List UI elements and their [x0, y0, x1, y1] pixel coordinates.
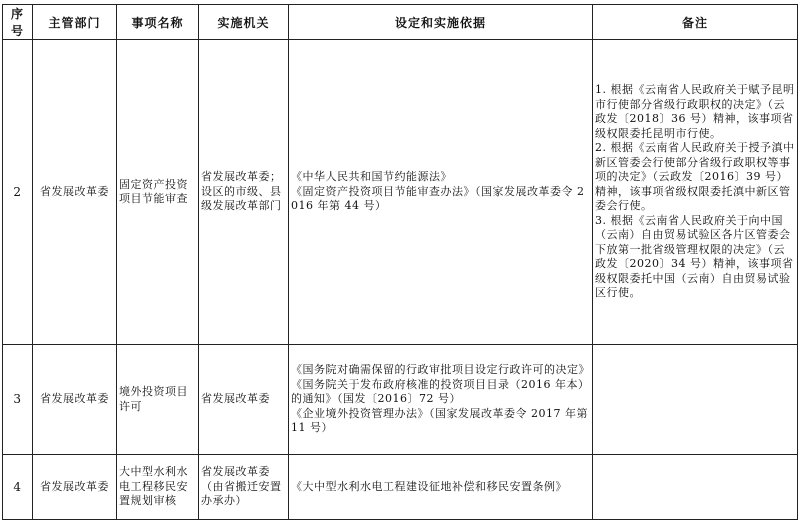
table-row: [3, 345, 798, 455]
basis-text: 《国务院对确需保留的行政审批项目设定行政许可的决定》 《国务院关于发布政府核准的投资项目目录（2016 年本）的通知》（国发〔2016〕72 号） 《企业境外投资管理办法》（国家发展改革委令 2017 年第 11 号）: [291, 363, 590, 435]
row-agency: 省发展改革委；设区的市级、县级发展改革部门: [199, 40, 289, 345]
row-basis: [289, 345, 593, 455]
basis-text: 《中华人民共和国节约能源法》 《固定资产投资项目节能审查办法》（国家发展改革委令 2016 年第 44 号）: [291, 170, 585, 213]
row-remark: [593, 345, 798, 455]
remark-note: 3. 根据《云南省人民政府关于向中国（云南）自由贸易试验区各片区管委会下放第一批省级管理权限的决定》（云政发〔2020〕34 号）精神，该事项省级权限委托中国（云南）自由贸易试验区行使。: [595, 213, 794, 300]
row-remark: [593, 40, 798, 345]
header-remark: 备注: [593, 5, 798, 40]
header-basis: 设定和实施依据: [289, 5, 593, 40]
row-item: 境外投资项目许可: [117, 345, 199, 455]
row-seq: 3: [3, 345, 33, 455]
header-item: 事项名称: [117, 5, 199, 40]
remark-note: 1. 根据《云南省人民政府关于赋予昆明市行使部分省级行政职权的决定》（云政发〔2018〕36 号）精神，该事项省级权限委托昆明市行使。: [595, 83, 795, 140]
basis-text: 《大中型水利水电工程建设征地补偿和移民安置条例》: [291, 479, 567, 493]
row-basis: [289, 40, 593, 345]
table-header-row: [3, 5, 798, 40]
admin-approval-table: [2, 4, 798, 520]
row-agency: 省发展改革委: [199, 345, 289, 455]
header-seq: 序号: [3, 5, 33, 40]
header-agency: 实施机关: [199, 5, 289, 40]
row-seq: 4: [3, 455, 33, 520]
row-dept: 省发展改革委: [33, 345, 117, 455]
remark-note: 2. 根据《云南省人民政府关于授予滇中新区管委会行使部分省级行政职权等事项的决定》（云政发〔2016〕39 号）精神，该事项省级权限委托滇中新区管委会行使。: [595, 141, 795, 213]
row-agency: 省发展改革委（由省搬迁安置办承办）: [199, 455, 289, 520]
row-dept: 省发展改革委: [33, 40, 117, 345]
row-item: 大中型水利水电工程移民安置规划审核: [117, 455, 199, 520]
header-dept: 主管部门: [33, 5, 117, 40]
row-seq: 2: [3, 40, 33, 345]
row-dept: 省发展改革委: [33, 455, 117, 520]
table-row: [3, 40, 798, 345]
row-item: 固定资产投资项目节能审查: [117, 40, 199, 345]
